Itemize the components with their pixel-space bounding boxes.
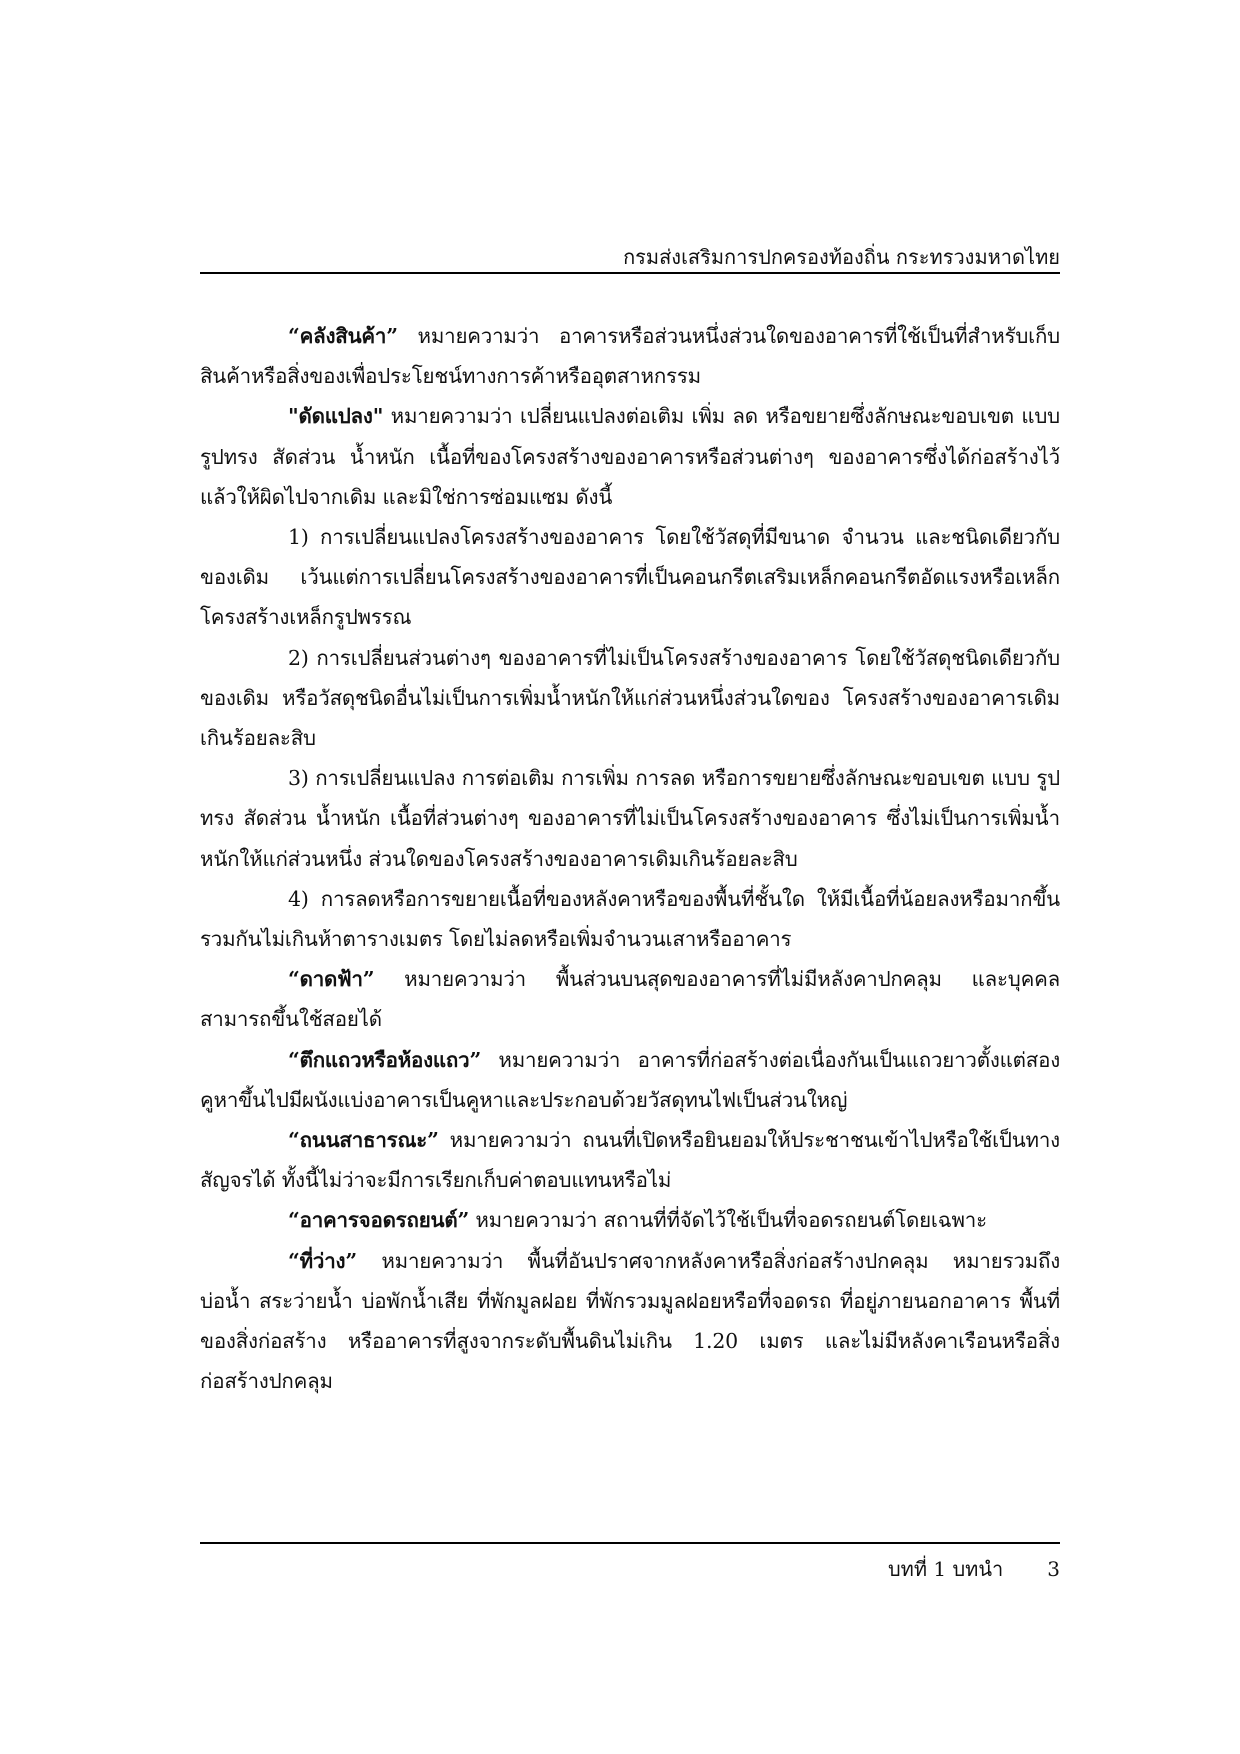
term-label: "ดัดแปลง" bbox=[288, 404, 384, 429]
definition-row-house bbox=[200, 1040, 1060, 1120]
definition-text: หมายความว่า ถนนที่เปิดหรือยินยอมให้ประชาชนเข้าไปหรือใช้เป็นทางสัญจรได้ ทั้งนี้ไม่ว่าจะมีการเรียกเก็บค่าตอบแทนหรือไม่ bbox=[200, 1128, 1060, 1193]
chapter-label: บทที่ 1 บทนำ bbox=[887, 1557, 1004, 1581]
list-item-text: 1) การเปลี่ยนแปลงโครงสร้างของอาคาร โดยใช้วัสดุที่มีขนาด จำนวน และชนิดเดียวกับของเดิม เว้นแต่การเปลี่ยนโครงสร้างของอาคารที่เป็นคอนกรีตเสริมเหล็กคอนกรีตอัดแรงหรือเหล็ก โครงสร้างเหล็กรูปพรรณ bbox=[200, 525, 1060, 630]
list-item-2 bbox=[200, 638, 1060, 759]
term-label: “ถนนสาธารณะ” bbox=[288, 1128, 439, 1153]
page-footer bbox=[888, 1556, 1060, 1582]
definition-text: หมายความว่า พื้นที่อันปราศจากหลังคาหรือสิ่งก่อสร้างปกคลุม หมายรวมถึง บ่อน้ำ สระว่ายน้ำ บ่อพักน้ำเสีย ที่พักมูลฝอย ที่พักรวมมูลฝอยหรือที่จอดรถ ที่อยู่ภายนอกอาคาร พื้นที่ของสิ่งก่อสร้าง หรืออาคารที่สูงจากระดับพื้นดินไม่เกิน 1.20 เมตร และไม่มีหลังคาเรือนหรือสิ่งก่อสร้างปกคลุม bbox=[200, 1248, 1060, 1394]
definition-modification bbox=[200, 396, 1060, 517]
list-item-text: 3) การเปลี่ยนแปลง การต่อเติม การเพิ่ม การลด หรือการขยายซึ่งลักษณะขอบเขต แบบ รูปทรง สัดส่วน น้ำหนัก เนื้อที่ส่วนต่างๆ ของอาคารที่ไม่เป็นโครงสร้างของอาคาร ซึ่งไม่เป็นการเพิ่มน้ำหนักให้แก่ส่วนหนึ่ง ส่วนใดของโครงสร้างของอาคารเดิมเกินร้อยละสิบ bbox=[200, 766, 1060, 871]
definition-text: หมายความว่า สถานที่ที่จัดไว้ใช้เป็นที่จอดรถยนต์โดยเฉพาะ bbox=[469, 1208, 987, 1233]
definition-text: หมายความว่า อาคารที่ก่อสร้างต่อเนื่องกันเป็นแถวยาวตั้งแต่สองคูหาขึ้นไปมีผนังแบ่งอาคารเป็นคูหาและประกอบด้วยวัสดุทนไฟเป็นส่วนใหญ่ bbox=[200, 1047, 1060, 1112]
definition-warehouse bbox=[200, 316, 1060, 396]
term-label: “ดาดฟ้า” bbox=[288, 967, 375, 992]
definition-text: หมายความว่า เปลี่ยนแปลงต่อเติม เพิ่ม ลด หรือขยายซึ่งลักษณะขอบเขต แบบ รูปทรง สัดส่วน น้ำหนัก เนื้อที่ของโครงสร้างของอาคารหรือส่วนต่างๆ ของอาคารซึ่งได้ก่อสร้างไว้แล้วให้ผิดไปจากเดิม และมิใช่การซ่อมแซม ดังนี้ bbox=[200, 404, 1060, 509]
definition-parking-building bbox=[200, 1200, 1060, 1240]
definition-text: หมายความว่า พื้นส่วนบนสุดของอาคารที่ไม่มีหลังคาปกคลุม และบุคคลสามารถขึ้นใช้สอยได้ bbox=[200, 967, 1060, 1032]
term-label: “คลังสินค้า” bbox=[288, 324, 398, 348]
list-item-text: 2) การเปลี่ยนส่วนต่างๆ ของอาคารที่ไม่เป็นโครงสร้างของอาคาร โดยใช้วัสดุชนิดเดียวกับของเดิม หรือวัสดุชนิดอื่นไม่เป็นการเพิ่มน้ำหนักให้แก่ส่วนหนึ่งส่วนใดของ โครงสร้างของอาคารเดิม เกินร้อยละสิบ bbox=[200, 645, 1060, 751]
term-label: “อาคารจอดรถยนต์” bbox=[288, 1208, 470, 1233]
list-item-3 bbox=[200, 758, 1060, 879]
term-label: “ที่ว่าง” bbox=[288, 1248, 357, 1273]
definition-public-road bbox=[200, 1120, 1060, 1200]
definition-rooftop bbox=[200, 959, 1060, 1039]
term-label: “ตึกแถวหรือห้องแถว” bbox=[288, 1047, 482, 1072]
header-rule bbox=[200, 272, 1060, 274]
definition-open-space bbox=[200, 1241, 1060, 1402]
list-item-1 bbox=[200, 517, 1060, 638]
footer-rule bbox=[200, 1542, 1060, 1544]
list-item-4 bbox=[200, 879, 1060, 959]
running-header: กรมส่งเสริมการปกครองท้องถิ่น กระทรวงมหาดไทย bbox=[623, 245, 1060, 269]
list-item-text: 4) การลดหรือการขยายเนื้อที่ของหลังคาหรือของพื้นที่ชั้นใด ให้มีเนื้อที่น้อยลงหรือมากขึ้นรวมกันไม่เกินห้าตารางเมตร โดยไม่ลดหรือเพิ่มจำนวนเสาหรืออาคาร bbox=[200, 886, 1060, 952]
document-body bbox=[200, 316, 1060, 1401]
definition-text: หมายความว่า อาคารหรือส่วนหนึ่งส่วนใดของอาคารที่ใช้เป็นที่สำหรับเก็บสินค้าหรือสิ่งของเพื่อประโยชน์ทางการค้าหรืออุตสาหกรรม bbox=[200, 324, 1060, 389]
page-number: 3 bbox=[1047, 1557, 1060, 1581]
